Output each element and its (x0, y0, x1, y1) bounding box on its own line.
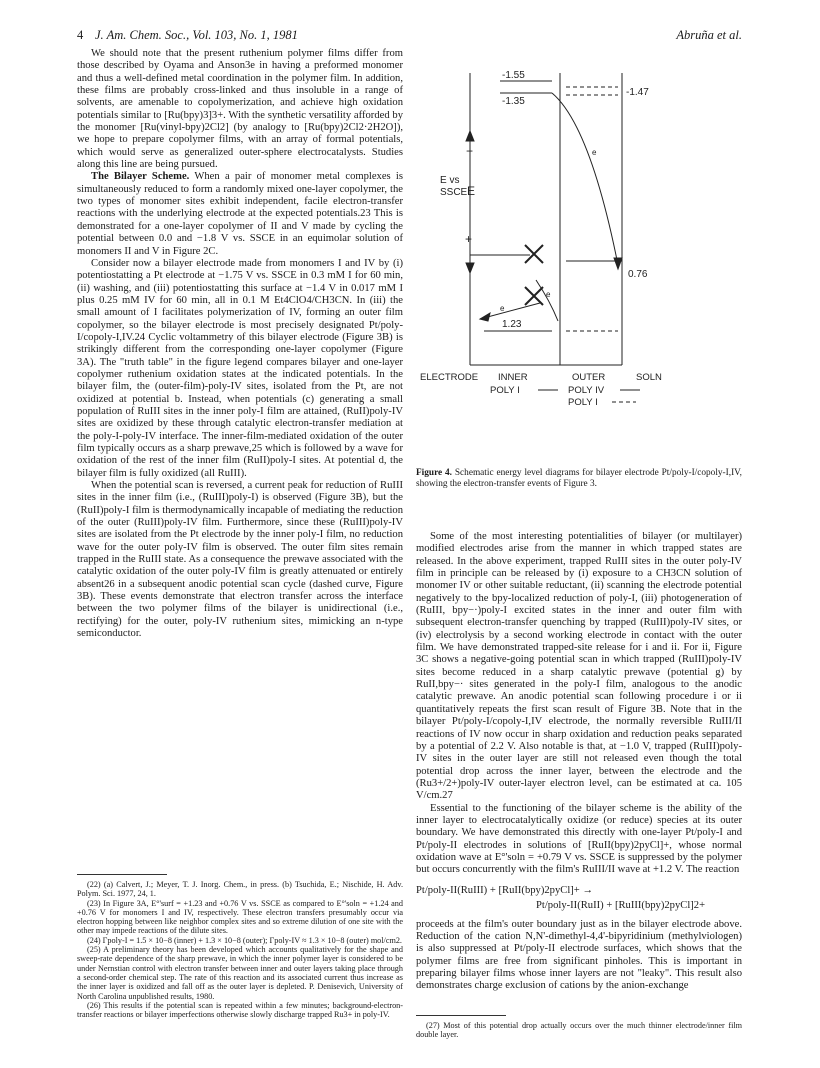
figure-4-energy-diagram (420, 55, 740, 457)
paragraph-bilayer-electrode: Consider now a bilayer electrode made from monomers I and IV by (i) potentiostatting a Pt electrode at −1.75 V vs. SSCE in 0.3 mM I for 60 min, (ii) washing, and (iii) potentiostatting this surface at −1.4 V in 0.017 mM I plus 0.25 mM IV for 60 min, all in 0.1 M Et4ClO4/CH3CN. In (iii) the small amount of I facilitates polymerization of IV, forming an outer film copolymer, so the bilayer electrode is most precisely designated Pt/poly-I/copoly-I,IV.24 Cyclic voltammetry of this bilayer electrode (Figure 3B) is strikingly different from the corresponding one-layer copolymer (Figure 3A). The "truth table" in the figure legend compares bilayer and one-layer copolymer ruthenium oxidation states at the indicated potentials. In the bilayer film, the (outer-film)-poly-IV sites, isolated from the Pt, are not oxidized at potential b. Instead, when potentials (c) generating a small population of RuIII sites in the inner poly-I film are attained, (RuII)poly-IV sites are oxidized by these through catalytic electron-transfer mediation at the poly-I-poly-IV interface. The inner-film-mediated oxidation of the outer film typically occurs as a sharp prewave,25 which is followed by a wave for oxidation of the rest of the inner film (RuII)poly-I sites. At potential d, the bilayer film is fully oxidized (all RuIII). (77, 257, 403, 479)
running-authors: Abruña et al. (676, 28, 742, 42)
electron-label-1: e (592, 148, 597, 157)
axis-plus-sign: + (465, 232, 473, 246)
running-header (77, 28, 742, 46)
energy-diagram-svg (420, 55, 740, 457)
footnote-25: (25) A preliminary theory has been developed which accounts qualitatively for the shape and sweep-rate dependence of the sharp prewave, in which the inner polymer layer is considered to be under Nernstian control with electron transfer between inner and outer layers taking place through a second-order chemical step. The rate of this reaction and its associated current thus increase as the inner layer is oxidized and fall off as the outer layer is depleted. P. Denisevich, University of North Carolina unpublished results, 1980. (77, 945, 403, 1001)
reaction-equation (416, 883, 742, 913)
region-inner: INNER (498, 372, 528, 383)
label-147: -1.47 (626, 87, 649, 98)
footnote-27: (27) Most of this potential drop actually occurs over the much thinner electrode/inner film double layer. (416, 1021, 742, 1040)
electron-label-3: e (500, 304, 505, 313)
legend-poly1b-label: POLY I (568, 397, 598, 408)
region-electrode: ELECTRODE (420, 372, 479, 383)
section-heading-bilayer: The Bilayer Scheme. (91, 171, 190, 183)
axis-label-ssce: SSCE (440, 187, 468, 198)
figure-caption-label: Figure 4. (416, 468, 452, 478)
paragraph-bilayer-text: When a pair of monomer metal complexes is simultaneously reduced to form a randomly mixed one-layer copolymer, the two types of monomer sites exhibit independent, facile electron-transfer reactions with the underlying electrode at the expected potentials.23 This is demonstrated for a one-layer copolymer of II and V made by cycling the potential between 0.0 and −1.8 V vs. SSCE in an equimolar solution of monomers II and V in Figure 2C. (77, 171, 403, 257)
figure-caption-text: Schematic energy level diagrams for bilayer electrode Pt/poly-I/copoly-I,IV, showing the electron-transfer events of Figure 3. (416, 468, 743, 489)
paragraph-film-comparison: We should note that the present ruthenium polymer films differ from those described by Oyama and Anson3e in having a preformed monomer and thus a well-defined metal coordination in the polymer film. In addition, these films are probably cross-linked and thus insoluble in a range of solvents, are amenable to copolymerization, and achieve high oxidation potentials similar to [Ru(bpy)3]3+. With the synthetic versatility afforded by the monomer [Ru(vinyl-bpy)2Cl2] (by analogy to [Ru(bpy)2Cl2·2H2O]), we hope to prepare copolymer films, with an array of formal potentials, which would serve as generalized outer-sphere electrocatalysts. Studies along this line are being pursued. (77, 48, 403, 171)
paragraph-bilayer-scheme (77, 171, 403, 257)
right-column (416, 531, 742, 993)
electron-transfer-arrowhead-3 (480, 313, 490, 321)
reaction-line-1: Pt/poly-II(RuIII) + [RuII(bpy)2pyCl]+ → (416, 884, 594, 896)
footnote-rule (77, 874, 167, 875)
label-123: 1.23 (502, 319, 522, 330)
label-076: 0.76 (628, 269, 648, 280)
footnote-24: (24) Γpoly-I = 1.5 × 10−8 (inner) + 1.3 × 10−8 (outer); Γpoly-IV ≈ 1.3 × 10−8 (outer) mol/cm2. (87, 935, 402, 945)
axis-down-arrowhead (466, 263, 474, 273)
left-footnotes (77, 874, 403, 1019)
paragraph-scan-reversed: When the potential scan is reversed, a current peak for reduction of RuIII sites in the inner film (i.e., (RuIII)poly-I) is observed (Figure 3B), but the (RuII)poly-I film is thermodynamically incapable of mediating the reduction of the outer (RuIII)poly-IV film. Furthermore, since these (RuIII)poly-IV sites are isolated from the Pt electrode by the inner poly-I film, no reduction wave for the outer poly-IV film is observed. The outer film sites remain trapped in the RuIII state. As a consequence the prewave associated with the catalytic oxidation of the outer poly-IV film is greatly attenuated or entirely absent26 in a subsequent anodic potential scan cycle (dashed curve, Figure 3B). These events demonstrate that electron transfer across the interface between the two polymer films of the bilayer is unidirectional (i.e., rectifying) for the outer, poly-IV ruthenium sites, mimicking an n-type semiconductor. (77, 480, 403, 640)
region-outer: OUTER (572, 372, 606, 383)
footnote-23: (23) In Figure 3A, E°'surf = +1.23 and +0.76 V vs. SSCE as compared to E°'soln = +1.24 and +0.76 V for monomers I and IV, respectively. These electron transfers presumably occur via electron hopping between like neighbor complex sites and so extreme dilution of one site with the other may impede reactions of the dilute sites. (77, 898, 403, 936)
axis-minus-sign: − (466, 144, 474, 158)
footnote-rule-right (416, 1015, 506, 1016)
legend-poly4-label: POLY IV (568, 385, 605, 396)
axis-label-e: E (467, 184, 476, 198)
footnote-26: (26) This results if the potential scan is repeated within a few minutes; background-electron-transfer reactions or bilayer imperfections otherwise slowly discharge trapped Ru3+ in poly-IV. (77, 1000, 403, 1020)
axis-up-arrowhead (466, 131, 474, 141)
figure-4-caption (416, 468, 742, 490)
label-135: -1.35 (502, 96, 525, 107)
footnote-22: (22) (a) Calvert, J.; Meyer, T. J. Inorg. Chem., in press. (b) Tsuchida, E.; Nischide, H. Adv. Polym. Sci. 1977, 24, 1. (77, 880, 403, 899)
reaction-line-2: Pt/poly-II(RuII) + [RuIII(bpy)2pyCl]2+ (536, 899, 706, 911)
axis-label-e-vs: E vs (440, 175, 460, 186)
journal-citation: J. Am. Chem. Soc., Vol. 103, No. 1, 1981 (95, 28, 298, 42)
legend-poly1-label: POLY I (490, 385, 520, 396)
region-soln: SOLN (636, 372, 662, 383)
left-column (77, 48, 403, 641)
right-footnotes (416, 1015, 742, 1040)
label-155: -1.55 (502, 70, 525, 81)
paragraph-outer-boundary: proceeds at the film's outer boundary just as in the bilayer electrode above. Reduction of the cation N,N'-dimethyl-4,4'-bipyridinium (methylviologen) is also suppressed at Pt/poly-II electrode surfaces, which shows that the polymer films are free from significant pinholes. This is important in preparing bilayer films whose inner layers are not "leaky". This result also demonstrates charge exclusion of cations by the anion-exchange (416, 918, 742, 992)
electron-label-2: e (546, 290, 551, 299)
page-number: 4 (77, 28, 84, 42)
electron-transfer-curve-1 (552, 93, 618, 265)
paragraph-trapped-states: Some of the most interesting potentialities of bilayer (or multilayer) modified electrodes arise from the manner in which trapped states are released. In the above experiment, trapped RuIII sites in the outer poly-IV film in principle can be released by (i) exposure to a CH3CN solution of monomer IV or other suitable reductant, (ii) scanning the electrode potential negatively to the bpy-localized reduction of poly-I, (iii) photogeneration of (RuIII, bpy−·)poly-I excited states in the inner and outer film with subsequent electron-transfer quenching by trapped (RuIII)poly-IV sites, or (iv) electrolysis by a second working electrode in contact with the outer film. We have demonstrated trapped-site release for i and ii. For ii, Figure 3C shows a negative-going potential scan in which trapped (RuIII)poly-IV sites become reduced in a sharp catalytic prewave (potential g) by RuII,bpy−· sites generated in the poly-I film, analogous to the anodic catalytic prewave. An anodic potential scan following procedure i or ii quantitatively repeats the first scan result of Figure 3B. Note that in the bilayer Pt/poly-I/copoly-I,IV electrode, the normally reversible RuIII/II reactions of IV now occur in sharp oxidation and reduction peaks separated by a potential of 2.2 V. Also notable is that, at −1.0 V, trapped (RuIII)poly-IV sites in the outer layer are still not released even though the total potential drop across the inner layer, between the electrode and the (Ru3+/2+)poly-IV outer-layer electron level, can be estimated at ca. 105 V/cm.27 (416, 531, 742, 802)
electron-transfer-arrowhead-1 (614, 258, 622, 269)
paragraph-inner-layer-catalysis: Essential to the functioning of the bilayer scheme is the ability of the inner layer to electrocatalytically oxidize (or reduce) species at its outer boundary. We have demonstrated this directly with one-layer Pt/poly-I and Pt/poly-II electrodes in solutions of [RuII(bpy)2pyCl]+, whose normal oxidation wave at E°'soln = +0.79 V vs. SSCE is suppressed by the polymer but occurs concurrently with the film's RuIII/II wave at +1.2 V. The reaction (416, 802, 742, 876)
